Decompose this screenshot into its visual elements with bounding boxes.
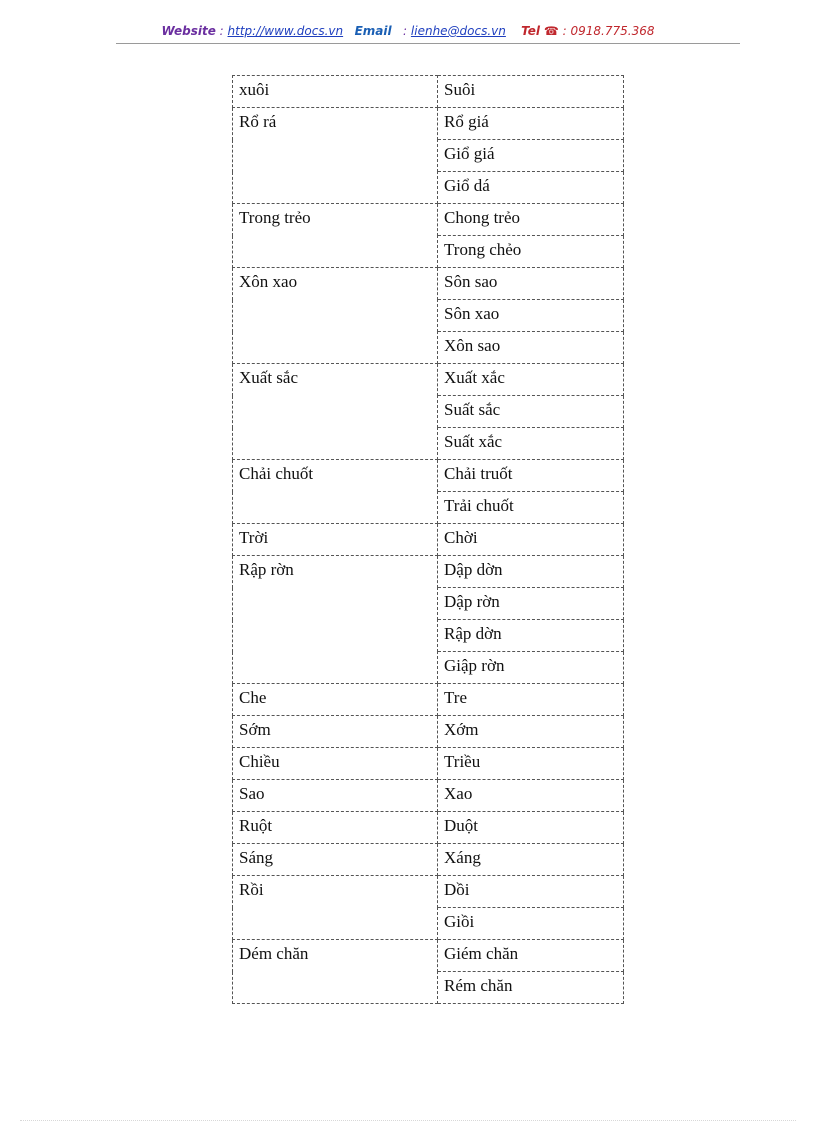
phone-number: 0918.775.368 — [570, 24, 655, 38]
correct-word-cell: Sáng — [233, 844, 438, 876]
variant-word-cell: Rém chăn — [438, 972, 624, 1004]
variant-word-cell: Sôn sao — [438, 268, 624, 300]
variant-word-cell: Suất sắc — [438, 396, 624, 428]
variant-word-cell: Rập dờn — [438, 620, 624, 652]
variant-word-cell: Tre — [438, 684, 624, 716]
variant-word-cell: Xớm — [438, 716, 624, 748]
variant-word-cell: Giổ dá — [438, 172, 624, 204]
variant-word-cell: Triều — [438, 748, 624, 780]
table-row — [233, 812, 624, 844]
table-row — [233, 876, 624, 908]
table-row — [233, 204, 624, 236]
page-header — [0, 24, 816, 38]
variant-word-cell: Chời — [438, 524, 624, 556]
telephone-icon: ☎ — [543, 24, 559, 38]
variant-word-cell: Giém chăn — [438, 940, 624, 972]
table-row — [233, 748, 624, 780]
table-row — [233, 268, 624, 300]
variant-word-cell: Chải truốt — [438, 460, 624, 492]
correct-word-cell: Ruột — [233, 812, 438, 844]
table-row — [233, 108, 624, 140]
tel-separator: : — [558, 24, 571, 38]
table-row — [233, 684, 624, 716]
table-row — [233, 716, 624, 748]
variant-word-cell: Sôn xao — [438, 300, 624, 332]
correct-word-cell: Dém chăn — [233, 940, 438, 1004]
variant-word-cell: Dồi — [438, 876, 624, 908]
correct-word-cell: xuôi — [233, 76, 438, 108]
variant-word-cell: Suôi — [438, 76, 624, 108]
variant-word-cell: Suất xắc — [438, 428, 624, 460]
table-body — [233, 76, 624, 1004]
variant-word-cell: Giồi — [438, 908, 624, 940]
header-divider — [116, 43, 740, 44]
variant-word-cell: Dập rờn — [438, 588, 624, 620]
word-comparison-table — [232, 75, 624, 1004]
correct-word-cell: Xôn xao — [233, 268, 438, 364]
correct-word-cell: Xuất sắc — [233, 364, 438, 460]
correct-word-cell: Sớm — [233, 716, 438, 748]
variant-word-cell: Xao — [438, 780, 624, 812]
table-row — [233, 780, 624, 812]
email-label: Email — [354, 24, 392, 38]
website-separator: : — [215, 24, 228, 38]
variant-word-cell: Dập dờn — [438, 556, 624, 588]
variant-word-cell: Trong chẻo — [438, 236, 624, 268]
table-row — [233, 364, 624, 396]
table-row — [233, 524, 624, 556]
tel-label: Tel — [521, 24, 541, 38]
variant-word-cell: Xôn sao — [438, 332, 624, 364]
variant-word-cell: Giập rờn — [438, 652, 624, 684]
variant-word-cell: Xáng — [438, 844, 624, 876]
variant-word-cell: Duột — [438, 812, 624, 844]
website-link[interactable]: http://www.docs.vn — [227, 24, 344, 38]
footer-divider — [20, 1120, 796, 1121]
correct-word-cell: Chải chuốt — [233, 460, 438, 524]
correct-word-cell: Rồi — [233, 876, 438, 940]
email-link[interactable]: lienhe@docs.vn — [410, 24, 506, 38]
website-label: Website — [161, 24, 216, 38]
table-row — [233, 76, 624, 108]
variant-word-cell: Trải chuốt — [438, 492, 624, 524]
table-row — [233, 844, 624, 876]
correct-word-cell: Trời — [233, 524, 438, 556]
email-separator: : — [399, 24, 411, 38]
correct-word-cell: Chiều — [233, 748, 438, 780]
table-row — [233, 556, 624, 588]
variant-word-cell: Chong trẻo — [438, 204, 624, 236]
variant-word-cell: Xuất xắc — [438, 364, 624, 396]
correct-word-cell: Rổ rá — [233, 108, 438, 204]
variant-word-cell: Rổ giá — [438, 108, 624, 140]
correct-word-cell: Rập rờn — [233, 556, 438, 684]
table-row — [233, 460, 624, 492]
variant-word-cell: Giổ giá — [438, 140, 624, 172]
correct-word-cell: Trong trẻo — [233, 204, 438, 268]
correct-word-cell: Che — [233, 684, 438, 716]
correct-word-cell: Sao — [233, 780, 438, 812]
table-row — [233, 940, 624, 972]
